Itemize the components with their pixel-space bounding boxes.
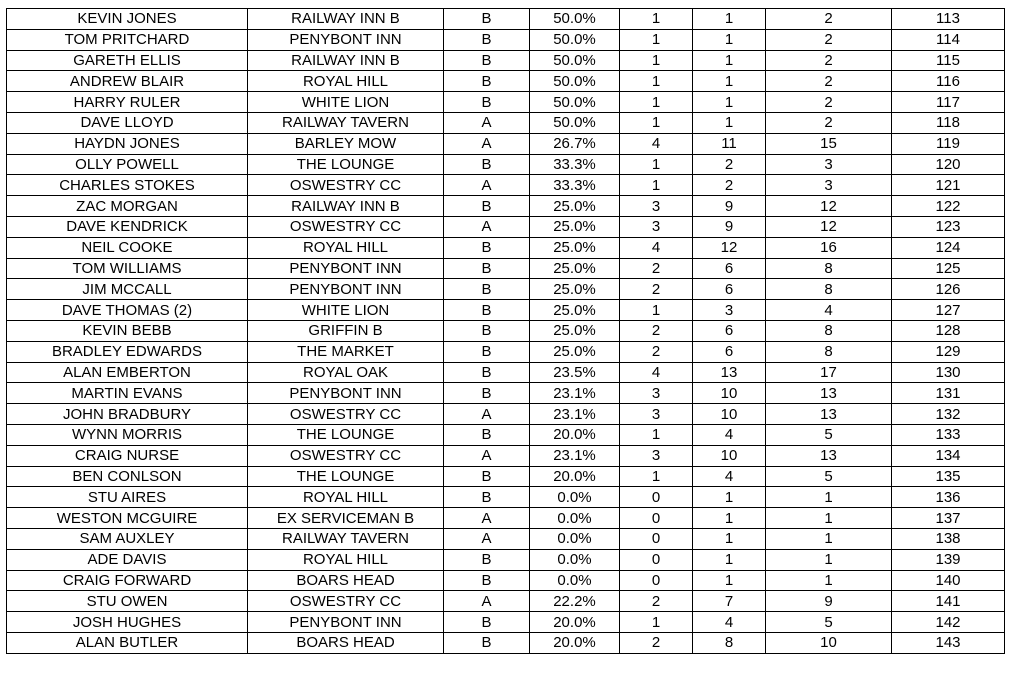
- win-percentage-cell: 20.0%: [530, 632, 620, 653]
- won-cell: 1: [620, 300, 693, 321]
- position-cell: 143: [892, 632, 1005, 653]
- player-name-cell: JOSH HUGHES: [7, 612, 248, 633]
- table-row: [7, 445, 1005, 466]
- win-percentage-cell: 50.0%: [530, 9, 620, 30]
- player-name-cell: STU AIRES: [7, 487, 248, 508]
- win-percentage-cell: 0.0%: [530, 570, 620, 591]
- team-cell: GRIFFIN B: [248, 320, 444, 341]
- won-cell: 3: [620, 216, 693, 237]
- win-percentage-cell: 22.2%: [530, 591, 620, 612]
- played-cell: 2: [766, 92, 892, 113]
- lost-cell: 10: [693, 404, 766, 425]
- player-name-cell: BRADLEY EDWARDS: [7, 341, 248, 362]
- lost-cell: 1: [693, 71, 766, 92]
- division-cell: B: [444, 341, 530, 362]
- played-cell: 3: [766, 154, 892, 175]
- team-cell: ROYAL HILL: [248, 549, 444, 570]
- lost-cell: 10: [693, 445, 766, 466]
- position-cell: 113: [892, 9, 1005, 30]
- lost-cell: 1: [693, 487, 766, 508]
- team-cell: WHITE LION: [248, 300, 444, 321]
- position-cell: 138: [892, 528, 1005, 549]
- won-cell: 3: [620, 383, 693, 404]
- division-cell: B: [444, 237, 530, 258]
- won-cell: 0: [620, 487, 693, 508]
- position-cell: 125: [892, 258, 1005, 279]
- lost-cell: 8: [693, 632, 766, 653]
- team-cell: EX SERVICEMAN B: [248, 508, 444, 529]
- player-name-cell: KEVIN BEBB: [7, 320, 248, 341]
- win-percentage-cell: 25.0%: [530, 300, 620, 321]
- team-cell: THE MARKET: [248, 341, 444, 362]
- played-cell: 12: [766, 216, 892, 237]
- table-row: [7, 362, 1005, 383]
- position-cell: 116: [892, 71, 1005, 92]
- player-name-cell: TOM WILLIAMS: [7, 258, 248, 279]
- player-name-cell: CRAIG FORWARD: [7, 570, 248, 591]
- played-cell: 8: [766, 279, 892, 300]
- played-cell: 2: [766, 112, 892, 133]
- win-percentage-cell: 23.5%: [530, 362, 620, 383]
- table-row: [7, 71, 1005, 92]
- win-percentage-cell: 25.0%: [530, 237, 620, 258]
- win-percentage-cell: 0.0%: [530, 528, 620, 549]
- table-row: [7, 508, 1005, 529]
- team-cell: THE LOUNGE: [248, 466, 444, 487]
- team-cell: PENYBONT INN: [248, 383, 444, 404]
- table-row: [7, 154, 1005, 175]
- division-cell: B: [444, 549, 530, 570]
- win-percentage-cell: 50.0%: [530, 92, 620, 113]
- position-cell: 128: [892, 320, 1005, 341]
- table-row: [7, 92, 1005, 113]
- lost-cell: 6: [693, 320, 766, 341]
- table-row: [7, 341, 1005, 362]
- lost-cell: 1: [693, 29, 766, 50]
- position-cell: 117: [892, 92, 1005, 113]
- won-cell: 2: [620, 279, 693, 300]
- lost-cell: 7: [693, 591, 766, 612]
- lost-cell: 10: [693, 383, 766, 404]
- table-row: [7, 383, 1005, 404]
- won-cell: 0: [620, 508, 693, 529]
- position-cell: 135: [892, 466, 1005, 487]
- lost-cell: 4: [693, 612, 766, 633]
- division-cell: B: [444, 29, 530, 50]
- lost-cell: 1: [693, 9, 766, 30]
- division-cell: B: [444, 50, 530, 71]
- position-cell: 129: [892, 341, 1005, 362]
- win-percentage-cell: 0.0%: [530, 508, 620, 529]
- table-row: [7, 9, 1005, 30]
- played-cell: 1: [766, 508, 892, 529]
- win-percentage-cell: 20.0%: [530, 612, 620, 633]
- player-name-cell: KEVIN JONES: [7, 9, 248, 30]
- table-row: [7, 466, 1005, 487]
- won-cell: 2: [620, 632, 693, 653]
- table-row: [7, 487, 1005, 508]
- division-cell: A: [444, 508, 530, 529]
- played-cell: 13: [766, 445, 892, 466]
- lost-cell: 1: [693, 570, 766, 591]
- won-cell: 4: [620, 362, 693, 383]
- played-cell: 1: [766, 528, 892, 549]
- played-cell: 16: [766, 237, 892, 258]
- player-name-cell: WYNN MORRIS: [7, 424, 248, 445]
- table-row: [7, 404, 1005, 425]
- position-cell: 140: [892, 570, 1005, 591]
- win-percentage-cell: 25.0%: [530, 341, 620, 362]
- team-cell: PENYBONT INN: [248, 279, 444, 300]
- win-percentage-cell: 0.0%: [530, 549, 620, 570]
- won-cell: 4: [620, 237, 693, 258]
- position-cell: 115: [892, 50, 1005, 71]
- win-percentage-cell: 20.0%: [530, 466, 620, 487]
- division-cell: A: [444, 216, 530, 237]
- player-name-cell: MARTIN EVANS: [7, 383, 248, 404]
- player-name-cell: ZAC MORGAN: [7, 196, 248, 217]
- table-row: [7, 424, 1005, 445]
- team-cell: PENYBONT INN: [248, 29, 444, 50]
- table-row: [7, 591, 1005, 612]
- lost-cell: 11: [693, 133, 766, 154]
- won-cell: 2: [620, 258, 693, 279]
- win-percentage-cell: 50.0%: [530, 29, 620, 50]
- played-cell: 13: [766, 383, 892, 404]
- played-cell: 8: [766, 341, 892, 362]
- played-cell: 4: [766, 300, 892, 321]
- division-cell: A: [444, 133, 530, 154]
- player-name-cell: ALAN EMBERTON: [7, 362, 248, 383]
- played-cell: 1: [766, 570, 892, 591]
- player-name-cell: ANDREW BLAIR: [7, 71, 248, 92]
- played-cell: 12: [766, 196, 892, 217]
- position-cell: 142: [892, 612, 1005, 633]
- position-cell: 132: [892, 404, 1005, 425]
- division-cell: B: [444, 300, 530, 321]
- division-cell: B: [444, 9, 530, 30]
- division-cell: B: [444, 424, 530, 445]
- position-cell: 123: [892, 216, 1005, 237]
- lost-cell: 1: [693, 549, 766, 570]
- table-row: [7, 570, 1005, 591]
- won-cell: 1: [620, 29, 693, 50]
- lost-cell: 1: [693, 528, 766, 549]
- won-cell: 1: [620, 175, 693, 196]
- table-row: [7, 133, 1005, 154]
- played-cell: 9: [766, 591, 892, 612]
- won-cell: 3: [620, 445, 693, 466]
- played-cell: 2: [766, 71, 892, 92]
- won-cell: 1: [620, 612, 693, 633]
- played-cell: 5: [766, 612, 892, 633]
- table-row: [7, 300, 1005, 321]
- position-cell: 114: [892, 29, 1005, 50]
- team-cell: ROYAL HILL: [248, 71, 444, 92]
- player-name-cell: GARETH ELLIS: [7, 50, 248, 71]
- division-cell: A: [444, 591, 530, 612]
- division-cell: B: [444, 466, 530, 487]
- position-cell: 136: [892, 487, 1005, 508]
- win-percentage-cell: 25.0%: [530, 279, 620, 300]
- won-cell: 1: [620, 9, 693, 30]
- lost-cell: 6: [693, 279, 766, 300]
- played-cell: 2: [766, 9, 892, 30]
- position-cell: 122: [892, 196, 1005, 217]
- win-percentage-cell: 33.3%: [530, 175, 620, 196]
- played-cell: 8: [766, 258, 892, 279]
- position-cell: 130: [892, 362, 1005, 383]
- division-cell: B: [444, 612, 530, 633]
- division-cell: A: [444, 112, 530, 133]
- table-row: [7, 237, 1005, 258]
- lost-cell: 2: [693, 175, 766, 196]
- lost-cell: 1: [693, 112, 766, 133]
- won-cell: 0: [620, 549, 693, 570]
- played-cell: 1: [766, 549, 892, 570]
- team-cell: THE LOUNGE: [248, 154, 444, 175]
- lost-cell: 1: [693, 92, 766, 113]
- played-cell: 1: [766, 487, 892, 508]
- position-cell: 118: [892, 112, 1005, 133]
- division-cell: B: [444, 632, 530, 653]
- position-cell: 137: [892, 508, 1005, 529]
- division-cell: A: [444, 528, 530, 549]
- position-cell: 119: [892, 133, 1005, 154]
- division-cell: B: [444, 383, 530, 404]
- lost-cell: 4: [693, 424, 766, 445]
- lost-cell: 13: [693, 362, 766, 383]
- team-cell: RAILWAY INN B: [248, 9, 444, 30]
- played-cell: 2: [766, 50, 892, 71]
- player-name-cell: NEIL COOKE: [7, 237, 248, 258]
- player-name-cell: SAM AUXLEY: [7, 528, 248, 549]
- division-cell: B: [444, 258, 530, 279]
- position-cell: 124: [892, 237, 1005, 258]
- results-table-container: [6, 8, 1005, 654]
- team-cell: OSWESTRY CC: [248, 591, 444, 612]
- player-name-cell: HARRY RULER: [7, 92, 248, 113]
- team-cell: RAILWAY TAVERN: [248, 112, 444, 133]
- player-name-cell: CRAIG NURSE: [7, 445, 248, 466]
- win-percentage-cell: 23.1%: [530, 404, 620, 425]
- won-cell: 2: [620, 320, 693, 341]
- won-cell: 2: [620, 341, 693, 362]
- won-cell: 1: [620, 466, 693, 487]
- position-cell: 120: [892, 154, 1005, 175]
- player-name-cell: ADE DAVIS: [7, 549, 248, 570]
- player-name-cell: OLLY POWELL: [7, 154, 248, 175]
- win-percentage-cell: 25.0%: [530, 216, 620, 237]
- won-cell: 4: [620, 133, 693, 154]
- win-percentage-cell: 25.0%: [530, 258, 620, 279]
- division-cell: B: [444, 154, 530, 175]
- lost-cell: 4: [693, 466, 766, 487]
- table-row: [7, 175, 1005, 196]
- table-row: [7, 216, 1005, 237]
- won-cell: 0: [620, 570, 693, 591]
- played-cell: 8: [766, 320, 892, 341]
- won-cell: 1: [620, 92, 693, 113]
- win-percentage-cell: 23.1%: [530, 383, 620, 404]
- lost-cell: 6: [693, 258, 766, 279]
- table-row: [7, 279, 1005, 300]
- player-name-cell: ALAN BUTLER: [7, 632, 248, 653]
- position-cell: 121: [892, 175, 1005, 196]
- win-percentage-cell: 25.0%: [530, 320, 620, 341]
- played-cell: 5: [766, 424, 892, 445]
- team-cell: ROYAL HILL: [248, 237, 444, 258]
- win-percentage-cell: 33.3%: [530, 154, 620, 175]
- played-cell: 3: [766, 175, 892, 196]
- team-cell: OSWESTRY CC: [248, 216, 444, 237]
- won-cell: 1: [620, 154, 693, 175]
- won-cell: 0: [620, 528, 693, 549]
- team-cell: ROYAL OAK: [248, 362, 444, 383]
- win-percentage-cell: 25.0%: [530, 196, 620, 217]
- win-percentage-cell: 50.0%: [530, 71, 620, 92]
- division-cell: B: [444, 570, 530, 591]
- player-name-cell: WESTON MCGUIRE: [7, 508, 248, 529]
- won-cell: 3: [620, 404, 693, 425]
- lost-cell: 9: [693, 216, 766, 237]
- division-cell: B: [444, 279, 530, 300]
- position-cell: 133: [892, 424, 1005, 445]
- results-table-body: [7, 9, 1005, 654]
- won-cell: 3: [620, 196, 693, 217]
- table-row: [7, 549, 1005, 570]
- lost-cell: 9: [693, 196, 766, 217]
- win-percentage-cell: 23.1%: [530, 445, 620, 466]
- table-row: [7, 112, 1005, 133]
- won-cell: 1: [620, 71, 693, 92]
- team-cell: OSWESTRY CC: [248, 175, 444, 196]
- position-cell: 141: [892, 591, 1005, 612]
- player-name-cell: DAVE THOMAS (2): [7, 300, 248, 321]
- lost-cell: 2: [693, 154, 766, 175]
- player-name-cell: CHARLES STOKES: [7, 175, 248, 196]
- table-row: [7, 612, 1005, 633]
- win-percentage-cell: 26.7%: [530, 133, 620, 154]
- team-cell: ROYAL HILL: [248, 487, 444, 508]
- table-row: [7, 29, 1005, 50]
- team-cell: PENYBONT INN: [248, 258, 444, 279]
- team-cell: RAILWAY INN B: [248, 196, 444, 217]
- division-cell: A: [444, 175, 530, 196]
- team-cell: WHITE LION: [248, 92, 444, 113]
- table-row: [7, 196, 1005, 217]
- team-cell: OSWESTRY CC: [248, 404, 444, 425]
- team-cell: BARLEY MOW: [248, 133, 444, 154]
- team-cell: BOARS HEAD: [248, 632, 444, 653]
- lost-cell: 12: [693, 237, 766, 258]
- lost-cell: 6: [693, 341, 766, 362]
- played-cell: 5: [766, 466, 892, 487]
- won-cell: 1: [620, 112, 693, 133]
- played-cell: 13: [766, 404, 892, 425]
- position-cell: 131: [892, 383, 1005, 404]
- player-name-cell: TOM PRITCHARD: [7, 29, 248, 50]
- played-cell: 15: [766, 133, 892, 154]
- division-cell: B: [444, 196, 530, 217]
- table-row: [7, 528, 1005, 549]
- team-cell: THE LOUNGE: [248, 424, 444, 445]
- division-cell: B: [444, 320, 530, 341]
- table-row: [7, 258, 1005, 279]
- won-cell: 1: [620, 424, 693, 445]
- division-cell: B: [444, 362, 530, 383]
- win-percentage-cell: 20.0%: [530, 424, 620, 445]
- team-cell: OSWESTRY CC: [248, 445, 444, 466]
- player-name-cell: STU OWEN: [7, 591, 248, 612]
- division-cell: B: [444, 487, 530, 508]
- win-percentage-cell: 50.0%: [530, 50, 620, 71]
- played-cell: 17: [766, 362, 892, 383]
- team-cell: RAILWAY TAVERN: [248, 528, 444, 549]
- division-cell: B: [444, 71, 530, 92]
- results-table: [6, 8, 1005, 654]
- table-row: [7, 50, 1005, 71]
- division-cell: A: [444, 445, 530, 466]
- division-cell: A: [444, 404, 530, 425]
- lost-cell: 3: [693, 300, 766, 321]
- table-row: [7, 632, 1005, 653]
- position-cell: 139: [892, 549, 1005, 570]
- played-cell: 2: [766, 29, 892, 50]
- team-cell: PENYBONT INN: [248, 612, 444, 633]
- lost-cell: 1: [693, 508, 766, 529]
- played-cell: 10: [766, 632, 892, 653]
- team-cell: RAILWAY INN B: [248, 50, 444, 71]
- win-percentage-cell: 0.0%: [530, 487, 620, 508]
- won-cell: 1: [620, 50, 693, 71]
- position-cell: 127: [892, 300, 1005, 321]
- position-cell: 134: [892, 445, 1005, 466]
- player-name-cell: BEN CONLSON: [7, 466, 248, 487]
- player-name-cell: JOHN BRADBURY: [7, 404, 248, 425]
- player-name-cell: HAYDN JONES: [7, 133, 248, 154]
- player-name-cell: JIM MCCALL: [7, 279, 248, 300]
- win-percentage-cell: 50.0%: [530, 112, 620, 133]
- lost-cell: 1: [693, 50, 766, 71]
- table-row: [7, 320, 1005, 341]
- player-name-cell: DAVE LLOYD: [7, 112, 248, 133]
- team-cell: BOARS HEAD: [248, 570, 444, 591]
- position-cell: 126: [892, 279, 1005, 300]
- division-cell: B: [444, 92, 530, 113]
- won-cell: 2: [620, 591, 693, 612]
- player-name-cell: DAVE KENDRICK: [7, 216, 248, 237]
